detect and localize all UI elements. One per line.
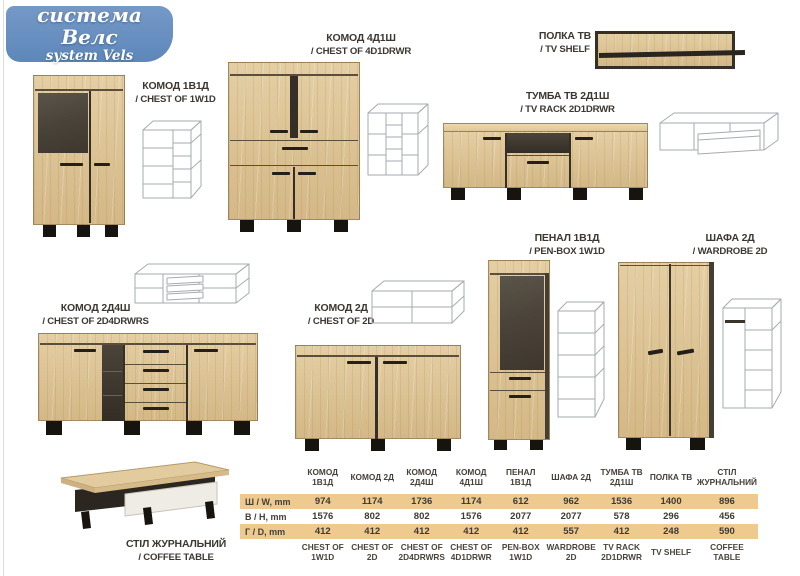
size-col-header: ПОЛКА ТВ [649,472,693,483]
item-name-en: / CHEST OF 2D [307,315,375,327]
size-col-header: КОМОД 2Д4Ш [406,467,438,487]
size-col-footer: WARDROBE 2D [546,542,596,562]
size-value: 412 [397,524,447,539]
side-edge [709,262,714,438]
drawer-line [230,140,358,141]
foot [105,225,118,237]
drawer-handle [143,388,169,391]
foot [690,438,705,450]
size-value: 296 [663,511,679,522]
drawer-line [507,155,569,156]
size-value: 2077 [510,511,532,522]
size-value: 590 [696,524,758,539]
item-name-ua: КОМОД 2Д4Ш [60,302,131,314]
scan-edge-line [3,0,4,576]
leg [81,511,91,529]
door-divider [375,357,378,439]
divider [569,133,571,188]
tv-rack-schematic [658,110,780,160]
side-edge [545,273,549,439]
size-row-label: В / H, mm [245,511,287,522]
chest-2d-image [295,345,463,453]
top-edge [297,355,459,357]
drawer-line [230,165,358,166]
top-edge [35,89,123,91]
item-name-ua: ШАФА 2Д [705,232,755,244]
drawer-line [125,383,186,384]
door-handle [272,172,290,175]
drawer-line [125,402,186,403]
size-col-header: ТУМБА ТВ 2Д1Ш [600,467,643,487]
size-corner-cell [240,462,298,494]
foot [507,188,521,200]
size-value: 1174 [347,494,397,509]
pen-box-image [488,260,552,450]
coffee-table-image [55,456,235,532]
item-name-ua: ТУМБА ТВ 2Д1Ш [525,90,610,102]
size-value: 456 [718,511,735,522]
size-col-footer: CHEST OF 1W1D [301,542,344,562]
cabinet-body [295,345,461,439]
drawer-line [490,390,545,391]
chest-1w1d-schematic [141,118,203,202]
foot [240,220,254,232]
glass-door [38,93,88,153]
top-edge [620,265,712,266]
size-value: 412 [597,524,647,539]
label-chest-4d1drwr [296,32,426,58]
item-name-en: / TV RACK 2D1DRWR [520,103,615,115]
size-value: 896 [696,494,758,509]
door-handle [194,349,218,352]
foot [305,439,319,451]
drawer-handle [143,350,169,353]
item-name-en: / TV SHELF [540,43,590,55]
size-value: 412 [347,524,397,539]
brand-badge [6,2,173,64]
open-niche [507,133,569,153]
door-handle [383,361,407,364]
size-value: 412 [298,524,347,539]
item-name-en: / CHEST OF 1W1D [135,93,216,105]
size-col-header: ПЕНАЛ 1В1Д [506,467,536,487]
top-edge [490,273,548,275]
size-value: 1400 [646,494,696,509]
size-col-footer: CHEST OF 2D4DRWRS [398,542,445,562]
foot [494,440,507,450]
size-value: 248 [646,524,696,539]
item-name-en: / CHEST OF 4D1DRWR [310,45,412,57]
size-row-label: Г / D, mm [240,524,298,539]
foot [77,225,90,237]
size-col-header: КОМОД 1В1Д [307,467,339,487]
drawer-line [490,372,545,373]
wardrobe-image [618,262,716,450]
foot [186,421,202,435]
foot [530,440,543,450]
size-value: 962 [545,494,596,509]
tv-rack-image [443,123,650,200]
divider [186,345,188,421]
chest-2d4drwrs-image [38,333,260,437]
size-col-header: ШАФА 2Д [551,472,592,483]
size-footer-corner [240,539,298,567]
item-name-ua: КОМОД 2Д [314,302,368,314]
chest-4d1drwr-image [228,62,362,232]
size-value: 1576 [460,511,482,522]
cabinet-body [618,262,714,438]
size-col-footer: TV RACK 2D1DRWR [601,542,642,562]
door-handle [270,130,288,133]
foot [573,188,587,200]
chest-2d-schematic [370,277,466,333]
item-name-ua: КОМОД 4Д1Ш [326,32,396,44]
size-value: 578 [613,511,630,522]
foot [371,439,385,451]
door-handle [300,130,318,133]
size-value: 2077 [560,511,582,522]
foot [334,220,348,232]
niche-shelf [103,395,122,396]
drawer-handle [143,407,169,410]
size-value: 974 [298,494,347,509]
item-name-en: / COFFEE TABLE [138,551,214,563]
size-col-footer: COFFEE TABLE [710,542,744,562]
size-value: 612 [496,494,546,509]
item-name-ua: КОМОД 1В1Д [142,80,209,92]
door-divider [293,167,295,219]
size-row-label: Ш / W, mm [240,494,298,509]
top-edge [40,343,256,345]
size-value: 557 [545,524,596,539]
niche-shelf [103,371,122,372]
foot [437,439,451,451]
foot [124,421,140,435]
size-col-footer: TV SHELF [651,547,692,558]
label-wardrobe [668,232,792,258]
foot [629,188,643,200]
chest-1w1d-image [33,75,127,238]
door-divider [669,264,671,436]
chest-2d4drwrs-schematic [133,261,251,313]
foot [46,421,62,435]
size-value: 1576 [312,511,334,522]
label-pen-box [503,232,631,258]
size-value: 412 [446,524,496,539]
pen-box-schematic [556,299,606,421]
drawer-line [125,364,186,365]
foot [287,220,301,232]
size-value: 412 [496,524,546,539]
glass-panel [500,276,544,370]
door-handle [94,163,110,166]
size-col-footer: CHEST OF 2D [351,542,394,562]
door-handle [60,163,83,166]
door-handle [347,361,371,364]
size-col-header: СТІЛ ЖУРНАЛЬНИЙ [696,467,758,487]
item-name-en: / CHEST OF 2D4DRWRS [42,315,149,327]
foot [43,225,56,237]
item-name-en: / WARDROBE 2D [692,245,768,257]
size-col-header: КОМОД 4Д1Ш [455,467,487,487]
door-handle [298,172,316,175]
chest-4d1drwr-schematic [366,101,430,183]
drawer-handle [527,161,549,164]
drawer-handle [282,147,308,150]
size-value: 1174 [446,494,496,509]
center-niche [290,76,298,138]
label-tv-rack [500,90,635,116]
tv-shelf-image [595,31,735,69]
size-value: 802 [413,511,430,522]
door-handle [509,395,531,398]
door-handle [483,137,501,140]
brand-title: система Велс [37,2,142,49]
label-coffee-table [116,538,236,564]
dimensions-table [240,462,758,567]
drawer-handle [509,377,531,380]
size-value: 802 [364,511,381,522]
size-value: 1736 [397,494,447,509]
door-handle [74,349,96,352]
foot [234,421,250,435]
size-col-header: КОМОД 2Д [350,472,394,483]
open-shelf-niche [102,345,123,421]
door-divider [89,91,91,223]
door-handle [575,137,593,140]
item-name-ua: ПЕНАЛ 1В1Д [534,232,600,244]
foot [451,188,465,200]
size-value: 1536 [597,494,647,509]
size-col-footer: CHEST OF 4D1DRWR [450,542,493,562]
foot [626,438,641,450]
item-name-ua: СТІЛ ЖУРНАЛЬНИЙ [125,538,227,550]
item-name-en: / PEN-BOX 1W1D [529,245,605,257]
label-chest-1w1d [128,80,223,106]
size-col-footer: PEN-BOX 1W1D [501,542,540,562]
brand-subtitle: system Vels [45,47,134,64]
item-name-ua: ПОЛКА ТВ [538,30,592,42]
wardrobe-schematic [721,296,783,416]
drawer-handle [143,369,169,372]
